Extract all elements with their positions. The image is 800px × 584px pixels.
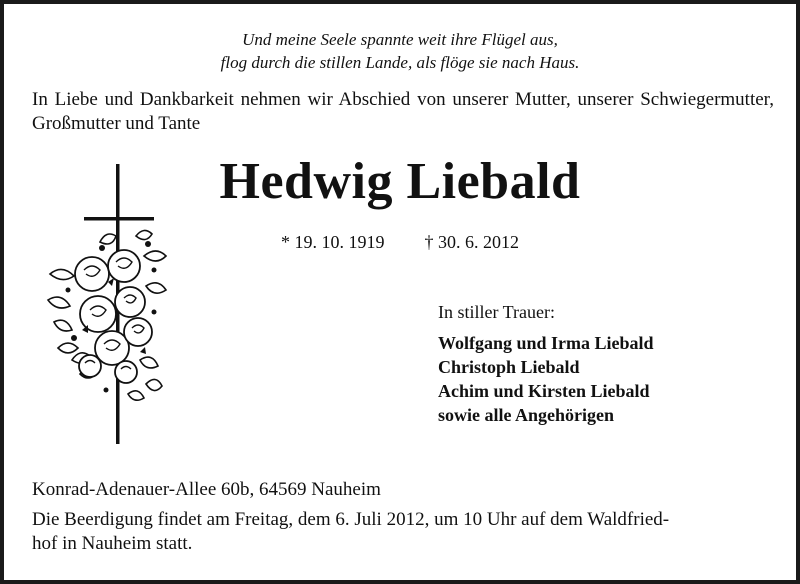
mourner-name: sowie alle Angehörigen [438, 405, 614, 425]
mourner-name: Christoph Liebald [438, 357, 580, 377]
poem-verse [4, 28, 796, 74]
birth-date: * 19. 10. 1919 [281, 232, 385, 252]
poem-line: flog durch die stillen Lande, als flöge sie nach Haus. [220, 53, 580, 72]
funeral-line: hof in Nauheim statt. [32, 533, 193, 554]
funeral-line: Die Beerdigung findet am Freitag, dem 6. Juli 2012, um 10 Uhr auf dem Waldfried- [32, 509, 670, 530]
mourners-label: In stiller Trauer: [438, 302, 555, 322]
deceased-name: Hedwig Liebald [219, 153, 581, 210]
intro-text: In Liebe und Dankbarkeit nehmen wir Abschied von unserer Mutter, unserer Schwiegermutter, Großmutter und Tante [32, 89, 774, 134]
mourner-name: Achim und Kirsten Liebald [438, 381, 650, 401]
death-date: † 30. 6. 2012 [424, 232, 519, 252]
mourner-name: Wolfgang und Irma Liebald [438, 333, 654, 353]
funeral-info [32, 508, 774, 556]
cross-with-roses-icon [40, 162, 170, 444]
poem-line: Und meine Seele spannte weit ihre Flügel aus, [242, 30, 558, 49]
mourners-block [438, 300, 768, 427]
address-line: Konrad-Adenauer-Allee 60b, 64569 Nauheim [32, 479, 381, 500]
